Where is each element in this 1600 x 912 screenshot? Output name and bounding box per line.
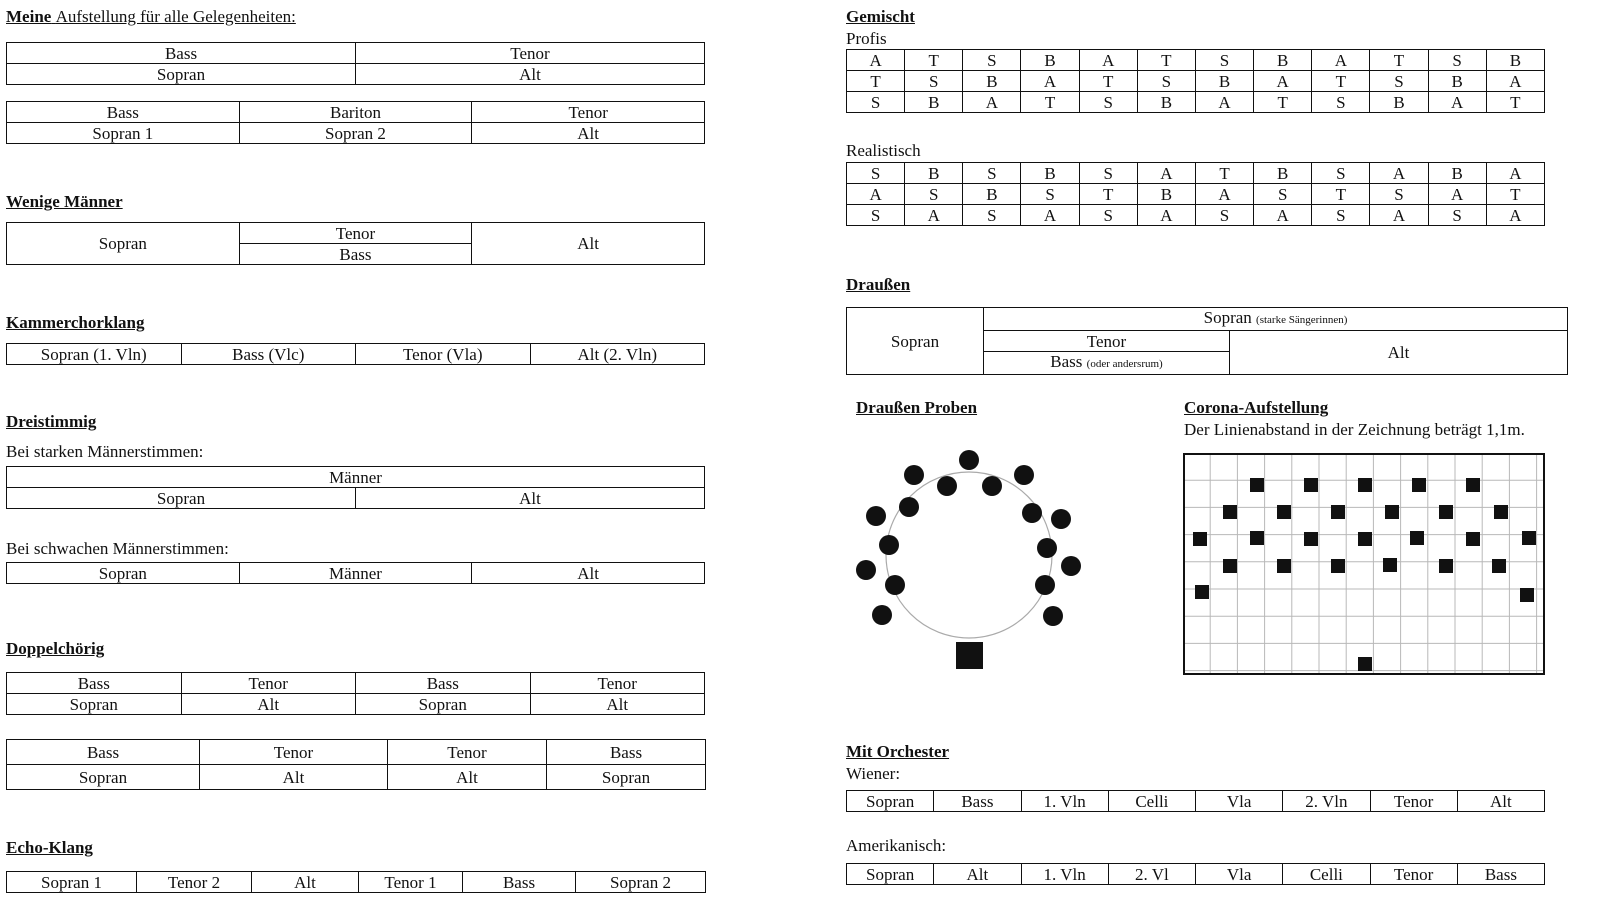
table-echo-klang	[6, 871, 706, 893]
singer-dot	[1061, 556, 1081, 576]
cell: Sopran	[847, 791, 934, 812]
singer-square	[1412, 478, 1426, 492]
table-dreistimmig-stark	[6, 466, 705, 509]
cell: S	[1254, 184, 1312, 205]
singer-dot	[866, 506, 886, 526]
heading-gemischt: Gemischt	[846, 7, 915, 26]
cell: Sopran 2	[239, 123, 472, 144]
cell: Bass	[547, 740, 706, 765]
cell: Bass	[7, 673, 182, 694]
cell: S	[1428, 50, 1486, 71]
cell: S	[1370, 184, 1428, 205]
singer-dot	[982, 476, 1002, 496]
cell: T	[1195, 163, 1253, 184]
cell	[984, 352, 1230, 375]
singer-dot	[879, 535, 899, 555]
heading-draussen-proben: Draußen Proben	[856, 398, 978, 417]
table-amerikanisch	[846, 863, 1545, 885]
cell: Bass	[1457, 864, 1544, 885]
cell: A	[905, 205, 963, 226]
singer-dot	[872, 605, 892, 625]
cell: S	[1312, 205, 1370, 226]
heading-corona-aufstellung: Corona-Aufstellung	[1184, 398, 1329, 417]
draussen-sopran-note: (starke Sängerinnen)	[1256, 314, 1348, 326]
table-meine-1	[6, 42, 705, 85]
singer-square	[1277, 559, 1291, 573]
singer-square	[1223, 505, 1237, 519]
table-profis	[846, 49, 1545, 113]
heading-echo-klang: Echo-Klang	[6, 838, 93, 857]
cell: S	[1079, 163, 1137, 184]
cell: Celli	[1283, 864, 1370, 885]
singer-square	[1520, 588, 1534, 602]
cell: B	[1254, 50, 1312, 71]
cell: Männer	[239, 563, 472, 584]
singer-dot	[904, 465, 924, 485]
cell: Sopran	[547, 765, 706, 790]
rehearsal-circle	[886, 472, 1052, 638]
cell: A	[1079, 50, 1137, 71]
cell: T	[1312, 184, 1370, 205]
cell: Tenor	[239, 223, 472, 244]
cell: Alt	[1230, 331, 1568, 375]
cell: Alt	[181, 694, 356, 715]
cell: A	[1428, 184, 1486, 205]
cell: Alt	[252, 872, 359, 893]
cell: Sopran	[7, 223, 240, 265]
conductor-square	[1358, 657, 1372, 671]
cell: Sopran 1	[7, 872, 137, 893]
cell: 2. Vl	[1108, 864, 1195, 885]
cell: S	[1195, 205, 1253, 226]
cell: B	[1428, 163, 1486, 184]
cell: S	[847, 205, 905, 226]
heading-wenige-maenner: Wenige Männer	[6, 192, 123, 211]
cell: S	[1370, 71, 1428, 92]
singer-square	[1410, 531, 1424, 545]
corona-grid-diagram	[1183, 453, 1545, 675]
cell: B	[963, 184, 1021, 205]
cell: S	[1079, 205, 1137, 226]
cell: Vla	[1196, 864, 1283, 885]
singer-square	[1331, 505, 1345, 519]
cell: T	[1486, 184, 1544, 205]
heading-draussen: Draußen	[846, 275, 911, 294]
cell: 2. Vln	[1283, 791, 1370, 812]
cell: A	[1486, 71, 1544, 92]
cell: Sopran 2	[576, 872, 706, 893]
heading-dreistimmig: Dreistimmig	[6, 412, 97, 431]
cell: T	[1486, 92, 1544, 113]
singer-square	[1250, 531, 1264, 545]
singer-square	[1385, 505, 1399, 519]
cell: Tenor 1	[359, 872, 463, 893]
singer-dot	[1037, 538, 1057, 558]
cell: S	[847, 163, 905, 184]
cell: B	[1021, 163, 1079, 184]
cell: Alt	[472, 563, 705, 584]
cell: Sopran (1. Vln)	[7, 344, 182, 365]
cell: Tenor	[200, 740, 388, 765]
cell: S	[963, 163, 1021, 184]
cell: Alt	[472, 223, 705, 265]
cell: A	[847, 184, 905, 205]
cell: A	[1486, 205, 1544, 226]
table-realistisch	[846, 162, 1545, 226]
cell: Sopran	[847, 308, 984, 375]
cell: S	[1021, 184, 1079, 205]
cell: Tenor	[984, 331, 1230, 352]
cell: Tenor	[530, 673, 705, 694]
cell: S	[963, 205, 1021, 226]
singer-square	[1195, 585, 1209, 599]
cell: Bariton	[239, 102, 472, 123]
label-amerikanisch: Amerikanisch:	[846, 836, 947, 855]
cell: A	[1195, 92, 1253, 113]
singer-square	[1466, 478, 1480, 492]
table-doppelchoerig-2	[6, 739, 706, 790]
table-dreistimmig-schwach	[6, 562, 705, 584]
cell: Tenor	[1370, 864, 1457, 885]
singer-square	[1494, 505, 1508, 519]
cell: Tenor	[1370, 791, 1457, 812]
cell: S	[905, 71, 963, 92]
cell: Celli	[1108, 791, 1195, 812]
singer-dot	[1051, 509, 1071, 529]
singer-square	[1466, 532, 1480, 546]
cell: Alt	[530, 694, 705, 715]
cell: A	[1254, 71, 1312, 92]
singer-dots	[856, 450, 1081, 626]
heading-mit-orchester: Mit Orchester	[846, 742, 950, 761]
cell: T	[1254, 92, 1312, 113]
singer-square	[1383, 558, 1397, 572]
cell: 1. Vln	[1021, 791, 1108, 812]
cell: Tenor	[388, 740, 547, 765]
singer-dot	[1014, 465, 1034, 485]
corona-subtitle: Der Linienabstand in der Zeichnung beträgt 1,1m.	[1184, 420, 1525, 439]
cell: Sopran	[7, 563, 240, 584]
cell: A	[847, 50, 905, 71]
singer-square	[1358, 478, 1372, 492]
cell: T	[1370, 50, 1428, 71]
table-draussen	[846, 307, 1568, 375]
cell: Sopran	[7, 765, 200, 790]
cell: Alt	[200, 765, 388, 790]
cell: Tenor 2	[137, 872, 252, 893]
table-kammerchorklang	[6, 343, 705, 365]
cell: Alt	[388, 765, 547, 790]
cell: B	[1021, 50, 1079, 71]
cell: T	[1079, 71, 1137, 92]
cell: A	[1370, 205, 1428, 226]
cell: T	[905, 50, 963, 71]
cell: A	[1428, 92, 1486, 113]
singer-square	[1193, 532, 1207, 546]
cell: Alt	[356, 488, 705, 509]
cell: B	[1137, 92, 1195, 113]
cell: Alt	[472, 123, 705, 144]
cell: S	[847, 92, 905, 113]
singer-square	[1439, 559, 1453, 573]
cell: Bass	[239, 244, 472, 265]
table-doppelchoerig-1	[6, 672, 705, 715]
cell: Bass	[356, 673, 531, 694]
singer-square	[1304, 478, 1318, 492]
cell: Bass	[463, 872, 576, 893]
cell: B	[963, 71, 1021, 92]
cell: Bass	[7, 740, 200, 765]
cell: T	[1021, 92, 1079, 113]
label-schwache-maennerstimmen: Bei schwachen Männerstimmen:	[6, 539, 229, 558]
cell: A	[1137, 205, 1195, 226]
label-wiener: Wiener:	[846, 764, 901, 783]
singer-dot	[1043, 606, 1063, 626]
singer-square	[1439, 505, 1453, 519]
cell: Bass	[934, 791, 1021, 812]
cell: A	[1137, 163, 1195, 184]
cell: Tenor	[181, 673, 356, 694]
draussen-bass: Bass	[1050, 352, 1083, 371]
cell: Bass	[7, 43, 356, 64]
cell: Vla	[1196, 791, 1283, 812]
cell: Sopran	[847, 864, 934, 885]
cell: A	[963, 92, 1021, 113]
cell: A	[1370, 163, 1428, 184]
draussen-bass-note: (oder andersrum)	[1086, 358, 1163, 370]
singer-dot	[937, 476, 957, 496]
heading-doppelchoerig: Doppelchörig	[6, 639, 105, 658]
cell: Alt	[1457, 791, 1544, 812]
cell: B	[1137, 184, 1195, 205]
cell: S	[1079, 92, 1137, 113]
singer-square	[1223, 559, 1237, 573]
singer-dot	[1022, 503, 1042, 523]
singer-square	[1250, 478, 1264, 492]
cell: T	[1079, 184, 1137, 205]
singer-square	[1358, 532, 1372, 546]
cell: A	[1021, 71, 1079, 92]
table-wenige-maenner	[6, 222, 705, 265]
cell: Tenor	[356, 43, 705, 64]
cell: A	[1312, 50, 1370, 71]
singer-square	[1492, 559, 1506, 573]
cell: Bass (Vlc)	[181, 344, 356, 365]
table-wiener	[846, 790, 1545, 812]
cell: Sopran	[7, 64, 356, 85]
cell: S	[1312, 92, 1370, 113]
cell: B	[1254, 163, 1312, 184]
cell: S	[1137, 71, 1195, 92]
cell: B	[905, 163, 963, 184]
singer-dot	[959, 450, 979, 470]
cell	[984, 308, 1568, 331]
cell: A	[1254, 205, 1312, 226]
cell: T	[847, 71, 905, 92]
cell: A	[1486, 163, 1544, 184]
table-meine-2	[6, 101, 705, 144]
conductor-square	[956, 642, 983, 669]
heading-meine-aufstellung: Meine Aufstellung für alle Gelegenheiten:	[6, 7, 296, 26]
label-profis: Profis	[846, 29, 887, 48]
cell: A	[1021, 205, 1079, 226]
singer-square	[1304, 532, 1318, 546]
cell: Sopran	[356, 694, 531, 715]
draussen-sopran: Sopran	[1203, 308, 1252, 327]
singer-dot	[856, 560, 876, 580]
cell: Sopran 1	[7, 123, 240, 144]
cell: A	[1195, 184, 1253, 205]
cell: S	[1312, 163, 1370, 184]
cell: Tenor	[472, 102, 705, 123]
cell: S	[963, 50, 1021, 71]
singer-dot	[1035, 575, 1055, 595]
label-starke-maennerstimmen: Bei starken Männerstimmen:	[6, 442, 204, 461]
cell: T	[1137, 50, 1195, 71]
cell: T	[1312, 71, 1370, 92]
cell: Bass	[7, 102, 240, 123]
cell: S	[1428, 205, 1486, 226]
cell: B	[1428, 71, 1486, 92]
label-realistisch: Realistisch	[846, 141, 921, 160]
cell: B	[905, 92, 963, 113]
singer-dot	[885, 575, 905, 595]
cell: S	[905, 184, 963, 205]
cell: B	[1370, 92, 1428, 113]
cell: Männer	[7, 467, 705, 488]
heading-kammerchorklang: Kammerchorklang	[6, 313, 145, 332]
draussen-proben-diagram	[850, 440, 1090, 675]
cell: Alt	[356, 64, 705, 85]
singer-square	[1331, 559, 1345, 573]
cell: S	[1195, 50, 1253, 71]
cell: B	[1195, 71, 1253, 92]
cell: Sopran	[7, 488, 356, 509]
cell: Alt	[934, 864, 1021, 885]
cell: Tenor (Vla)	[356, 344, 531, 365]
cell: B	[1486, 50, 1544, 71]
cell: Alt (2. Vln)	[530, 344, 705, 365]
cell: Sopran	[7, 694, 182, 715]
singer-square	[1277, 505, 1291, 519]
cell: 1. Vln	[1021, 864, 1108, 885]
singer-dot	[899, 497, 919, 517]
singer-square	[1522, 531, 1536, 545]
